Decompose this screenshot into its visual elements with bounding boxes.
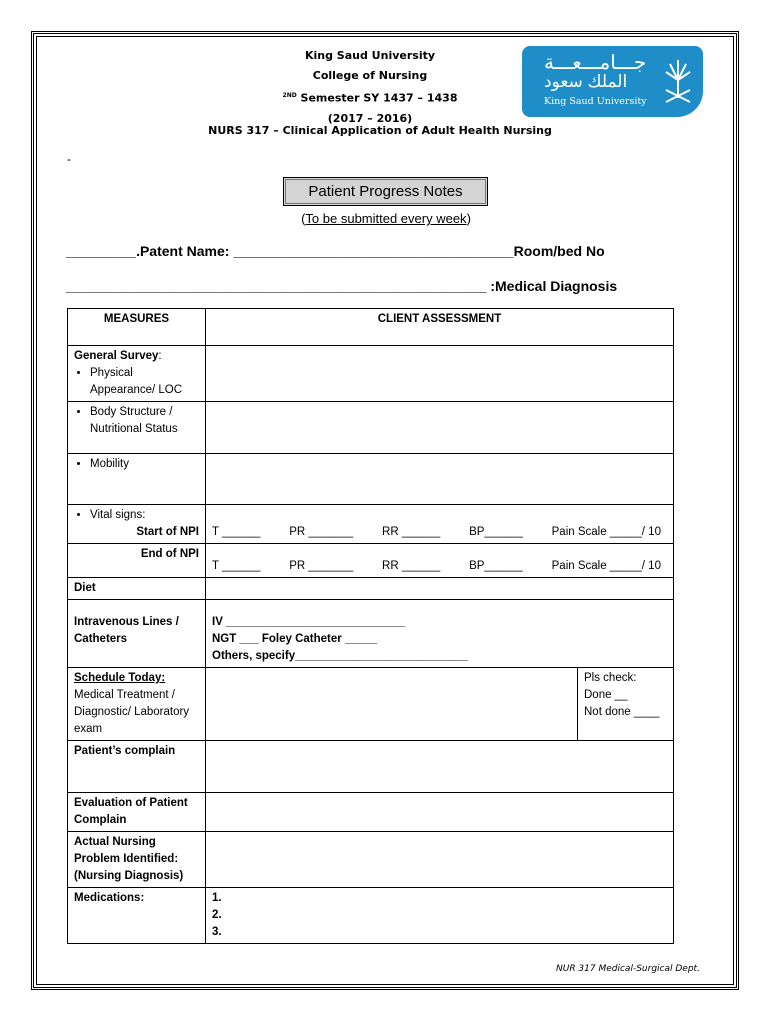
pulse-field-end: PR _______: [289, 560, 354, 572]
cell-body-structure: [68, 402, 206, 454]
college-name: College of Nursing: [312, 69, 428, 82]
medications-label: Medications:: [68, 888, 206, 944]
logo-arabic-line2: الملك سعود: [544, 72, 628, 91]
pain-field: Pain Scale _____/ 10: [551, 526, 661, 538]
resp-field-end: RR ______: [382, 560, 441, 572]
medication-1: 1.: [212, 892, 222, 904]
form-title: Patient Progress Notes: [283, 177, 488, 206]
document-header: [200, 46, 540, 129]
general-survey-colon: :: [158, 350, 162, 362]
submission-frequency: To be submitted every week: [305, 211, 467, 226]
bp-field: BP______: [469, 526, 523, 538]
iv-lines-input[interactable]: [206, 600, 674, 668]
paren-close: ): [466, 211, 471, 226]
mobility-input[interactable]: [206, 454, 674, 505]
others-field: Others, specify___________________________: [212, 650, 468, 662]
cell-vital-signs: [68, 505, 206, 544]
iv-lines-label: Intravenous Lines / Catheters: [68, 600, 206, 668]
semester-text: Semester SY 1437 – 1438: [300, 91, 458, 105]
end-npi-vitals[interactable]: [206, 544, 674, 578]
start-npi-vitals[interactable]: [206, 505, 674, 544]
nursing-diagnosis-input[interactable]: [206, 832, 674, 888]
patient-complain-input[interactable]: [206, 741, 674, 793]
stray-dash: -: [67, 152, 71, 166]
cell-general-survey: [68, 346, 206, 402]
patient-complain-label: Patient’s complain: [68, 741, 206, 793]
ngt-foley-field: NGT ___ Foley Catheter _____: [212, 633, 377, 645]
temp-field-end: T ______: [212, 560, 261, 572]
bp-field-end: BP______: [469, 560, 523, 572]
course-title: NURS 317 – Clinical Application of Adult Health Nursing: [208, 124, 552, 137]
assessment-table: [67, 308, 674, 944]
iv-field: IV ____________________________: [212, 616, 406, 628]
medication-2: 2.: [212, 909, 222, 921]
end-npi-label: End of NPI: [68, 544, 206, 578]
pls-check-label: Pls check:: [584, 672, 637, 684]
cell-mobility: [68, 454, 206, 505]
start-npi-label: Start of NPI: [136, 526, 199, 538]
diet-label: Diet: [68, 578, 206, 600]
header-measures: MEASURES: [68, 309, 206, 346]
nursing-diagnosis-label: Actual Nursing Problem Identified: (Nursing Diagnosis): [68, 832, 206, 888]
medication-3: 3.: [212, 926, 222, 938]
schedule-input[interactable]: [206, 668, 578, 741]
diet-input[interactable]: [206, 578, 674, 600]
semester-superscript: 2ND: [282, 92, 297, 99]
footer-department: NUR 317 Medical-Surgical Dept.: [556, 964, 700, 974]
general-survey-label: General Survey: [74, 350, 159, 362]
header-client-assessment: CLIENT ASSESSMENT: [206, 309, 674, 346]
schedule-title: Schedule Today:: [74, 672, 166, 684]
cell-schedule: [68, 668, 206, 741]
semester-line: [200, 86, 540, 109]
not-done-field[interactable]: Not done ____: [584, 706, 660, 718]
evaluation-input[interactable]: [206, 793, 674, 832]
paren-open: (: [301, 211, 306, 226]
temp-field: T ______: [212, 526, 261, 538]
done-field[interactable]: Done __: [584, 689, 628, 701]
university-name: King Saud University: [304, 49, 436, 62]
mobility-item: • Mobility: [90, 456, 199, 473]
schedule-subtitle: Medical Treatment / Diagnostic/ Laboratory exam: [74, 689, 190, 735]
form-subtitle: [270, 211, 502, 226]
pain-field-end: Pain Scale _____/ 10: [551, 560, 661, 572]
cell-pls-check: [578, 668, 674, 741]
logo-arabic-line1: جـــامـــعـــة: [544, 52, 647, 74]
pulse-field: PR _______: [289, 526, 354, 538]
ksu-logo: [522, 46, 703, 117]
medical-diagnosis-line[interactable]: ______________________________________________________ :Medical Diagnosis: [66, 278, 618, 294]
physical-appearance-item: • Physical Appearance/ LOC: [90, 365, 199, 399]
academic-years: (2017 – 2016): [327, 111, 413, 125]
general-survey-input[interactable]: [206, 346, 674, 402]
palm-swords-emblem-icon: [660, 54, 696, 110]
patient-name-line[interactable]: _________.Patent Name: ____________________________________Room/bed No: [66, 243, 605, 259]
medications-input[interactable]: [206, 888, 674, 944]
body-structure-item: • Body Structure / Nutritional Status: [90, 404, 199, 438]
body-structure-input[interactable]: [206, 402, 674, 454]
logo-english: King Saud University: [544, 96, 647, 107]
resp-field: RR ______: [382, 526, 441, 538]
vital-signs-item: • Vital signs:: [90, 507, 199, 524]
evaluation-label: Evaluation of Patient Complain: [68, 793, 206, 832]
